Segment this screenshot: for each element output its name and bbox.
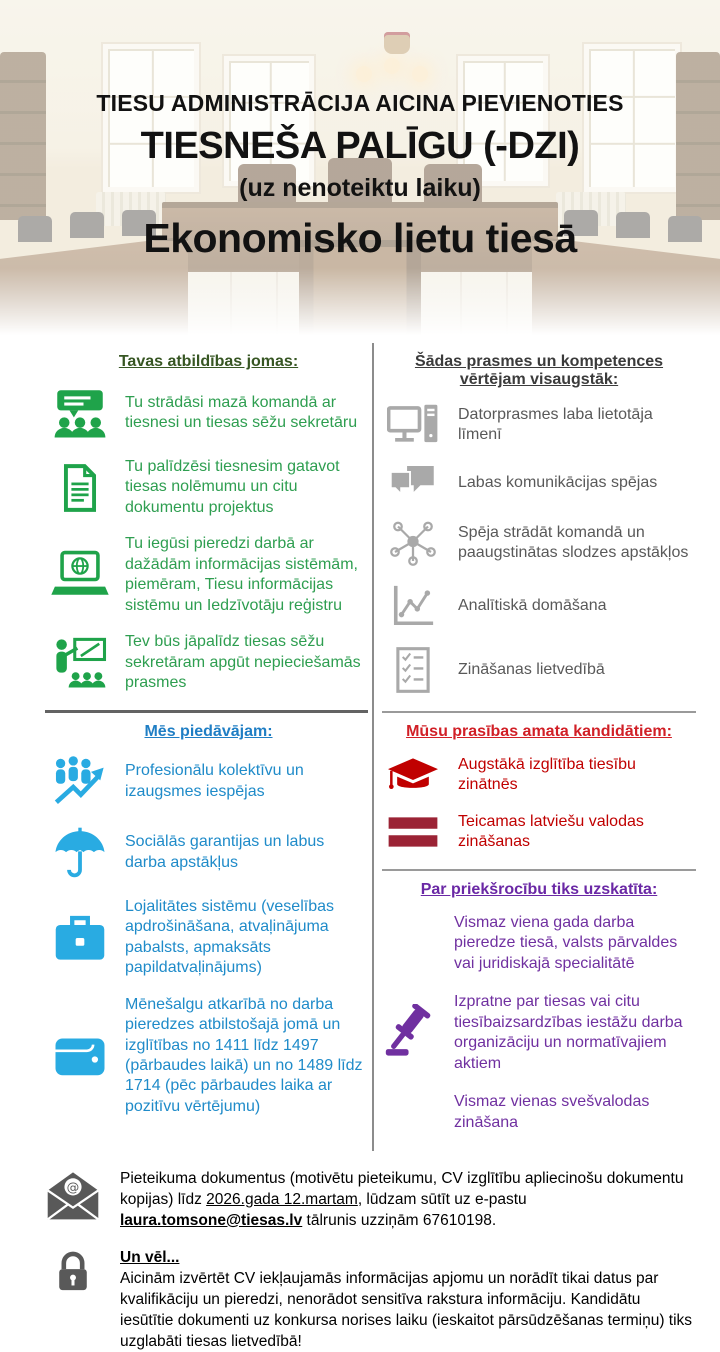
title-line-4: Ekonomisko lietu tiesā [143, 215, 577, 261]
list-item [384, 463, 696, 503]
section-title-offer: Mēs piedāvājam: [144, 722, 273, 740]
privacy-text [120, 1248, 698, 1352]
right-column [374, 343, 700, 1151]
item-text: Labas komunikācijas spējas [458, 473, 658, 491]
section-title-requirements: Mūsu prasības amata kandidātiem: [406, 723, 672, 740]
privacy-note [42, 1246, 698, 1352]
item-text: Izpratne par tiesas vai citu tiesībaizsardzības iestāžu darba organizāciju un normatīvajiem aktiem [454, 993, 683, 1072]
item-text: Analītiskā domāšana [458, 596, 607, 614]
computer-icon [384, 403, 442, 447]
application-deadline: 2026.gada 12.martam [206, 1191, 358, 1209]
item-text: Mēnešalgu atkarībā no darba pieredzes atbilstošajā jomā un izglītības no 1411 līdz 1497 (pārbaudes laikā) un no 1489 līdz 1714 (pēc pārbaudes laika ar pozitīvu vērtējumu) [125, 995, 363, 1115]
item-text: Tu palīdzēsi tiesnesim gatavot tiesas nolēmumu un citu dokumentu projektus [125, 458, 340, 516]
section-divider [382, 711, 696, 713]
item-text: Spēja strādāt komandā un paaugstinātas slodzes apstākļos [458, 523, 689, 561]
application-text-part2: , lūdzam sūtīt uz e-pastu [357, 1191, 527, 1209]
list-item [51, 385, 368, 441]
section-title-responsibilities: Tavas atbildības jomas: [118, 353, 299, 370]
title-line-1: TIESU ADMINISTRĀCIJA AICINA PIEVIENOTIES [96, 90, 624, 116]
application-email-link[interactable]: laura.tomsone@tiesas.lv [120, 1211, 303, 1229]
section-divider [382, 869, 696, 871]
item-text: Tu iegūsi pieredzi darbā ar dažādām informācijas sistēmām, piemēram, Tiesu informācijas sistēmu un Iedzīvotāju reģistru [125, 535, 358, 614]
latvian-flag-icon [384, 814, 442, 850]
application-text-part1: Pieteikuma dokumentus (motivētu pieteikumu, CV izglītību apliecinošu dokumentu kopijas) līdz [120, 1170, 684, 1209]
graduation-cap-icon [384, 755, 442, 795]
gavel-icon [382, 1004, 440, 1060]
section-title-advantages: Par priekšrocību tiks uzskatīta: [420, 880, 658, 898]
training-icon [51, 635, 109, 691]
list-item [51, 995, 368, 1118]
section-title-skills: Šādas prasmes un kompetences vērtējam visaugstāk: [414, 353, 664, 388]
left-column [45, 343, 372, 1151]
lock-icon [42, 1246, 104, 1300]
list-item [384, 645, 696, 695]
document-icon [51, 460, 109, 516]
analytics-icon [384, 583, 442, 629]
network-icon [384, 519, 442, 567]
application-text-part3: tālrunis uzziņām 67610198. [302, 1211, 497, 1229]
poster-title-block [0, 90, 720, 262]
item-text: Tu strādāsi mazā komandā ar tiesnesi un tiesas sēžu sekretāru [125, 393, 358, 431]
team-presentation-icon [51, 385, 109, 441]
advantages-block [382, 913, 696, 1151]
item-text: Zināšanas lietvedībā [458, 660, 605, 678]
item-text: Vismaz vienas svešvalodas zināšana [454, 1093, 650, 1131]
list-item [384, 755, 696, 796]
list-item [51, 534, 368, 616]
item-text: Vismaz viena gada darba pieredze tiesā, valsts pārvaldes vai juridiskajā specialitātē [454, 913, 678, 972]
advantages-texts [454, 913, 696, 1151]
item-text: Tev būs jāpalīdz tiesas sēžu sekretāram apgūt nepieciešamās prasmes [125, 633, 361, 692]
item-text: Teicamas latviešu valodas zināšanas [458, 812, 644, 851]
privacy-title: Un vēl... [120, 1248, 180, 1266]
chat-icon [384, 463, 442, 503]
list-item [51, 825, 368, 881]
main-content [0, 335, 720, 1151]
list-item [51, 457, 368, 518]
briefcase-icon [51, 912, 109, 964]
list-item [384, 583, 696, 629]
application-info [42, 1167, 698, 1232]
item-text: Augstākā izglītība tiesību zinātnēs [458, 756, 636, 794]
title-line-3: (uz nenoteiktu laiku) [239, 174, 481, 202]
item-text: Profesionālu kolektīvu un izaugsmes iespējas [125, 762, 304, 800]
hero-banner [0, 0, 720, 335]
svg-text:@: @ [66, 1179, 80, 1195]
list-item [51, 632, 368, 693]
item-text: Lojalitātes sistēmu (veselības apdrošināšana, atvaļinājuma pabalsts, apmaksāts papildatvaļinājums) [125, 897, 334, 977]
checklist-icon [384, 645, 442, 695]
umbrella-icon [51, 825, 109, 881]
application-text [120, 1169, 698, 1232]
wallet-icon [51, 1031, 109, 1081]
footer [0, 1151, 720, 1352]
item-text: Datorprasmes laba lietotāja līmenī [458, 405, 653, 443]
list-item [384, 403, 696, 447]
item-text: Sociālās garantijas un labus darba apstākļus [125, 833, 325, 871]
list-item [384, 519, 696, 567]
privacy-body: Aicinām izvērtēt CV iekļaujamās informācijas apjomu un norādīt tikai datus par kvalifikāciju un pieredzi, nenorādot sensitīva rakstura informāciju. Kandidātu iesūtītie dokumenti uz konkursa norises laiku (ieskaitot pārsūdzēšanas termiņu) tiks uzglabāti tiesas lietvedībā! [120, 1269, 693, 1350]
list-item [51, 897, 368, 979]
list-item [384, 812, 696, 853]
team-growth-icon [51, 755, 109, 809]
laptop-globe-icon [51, 549, 109, 601]
title-line-2: TIESNEŠA PALĪGU (-DZI) [140, 125, 580, 167]
list-item [51, 755, 368, 809]
envelope-icon [42, 1167, 104, 1223]
section-divider [45, 710, 368, 713]
